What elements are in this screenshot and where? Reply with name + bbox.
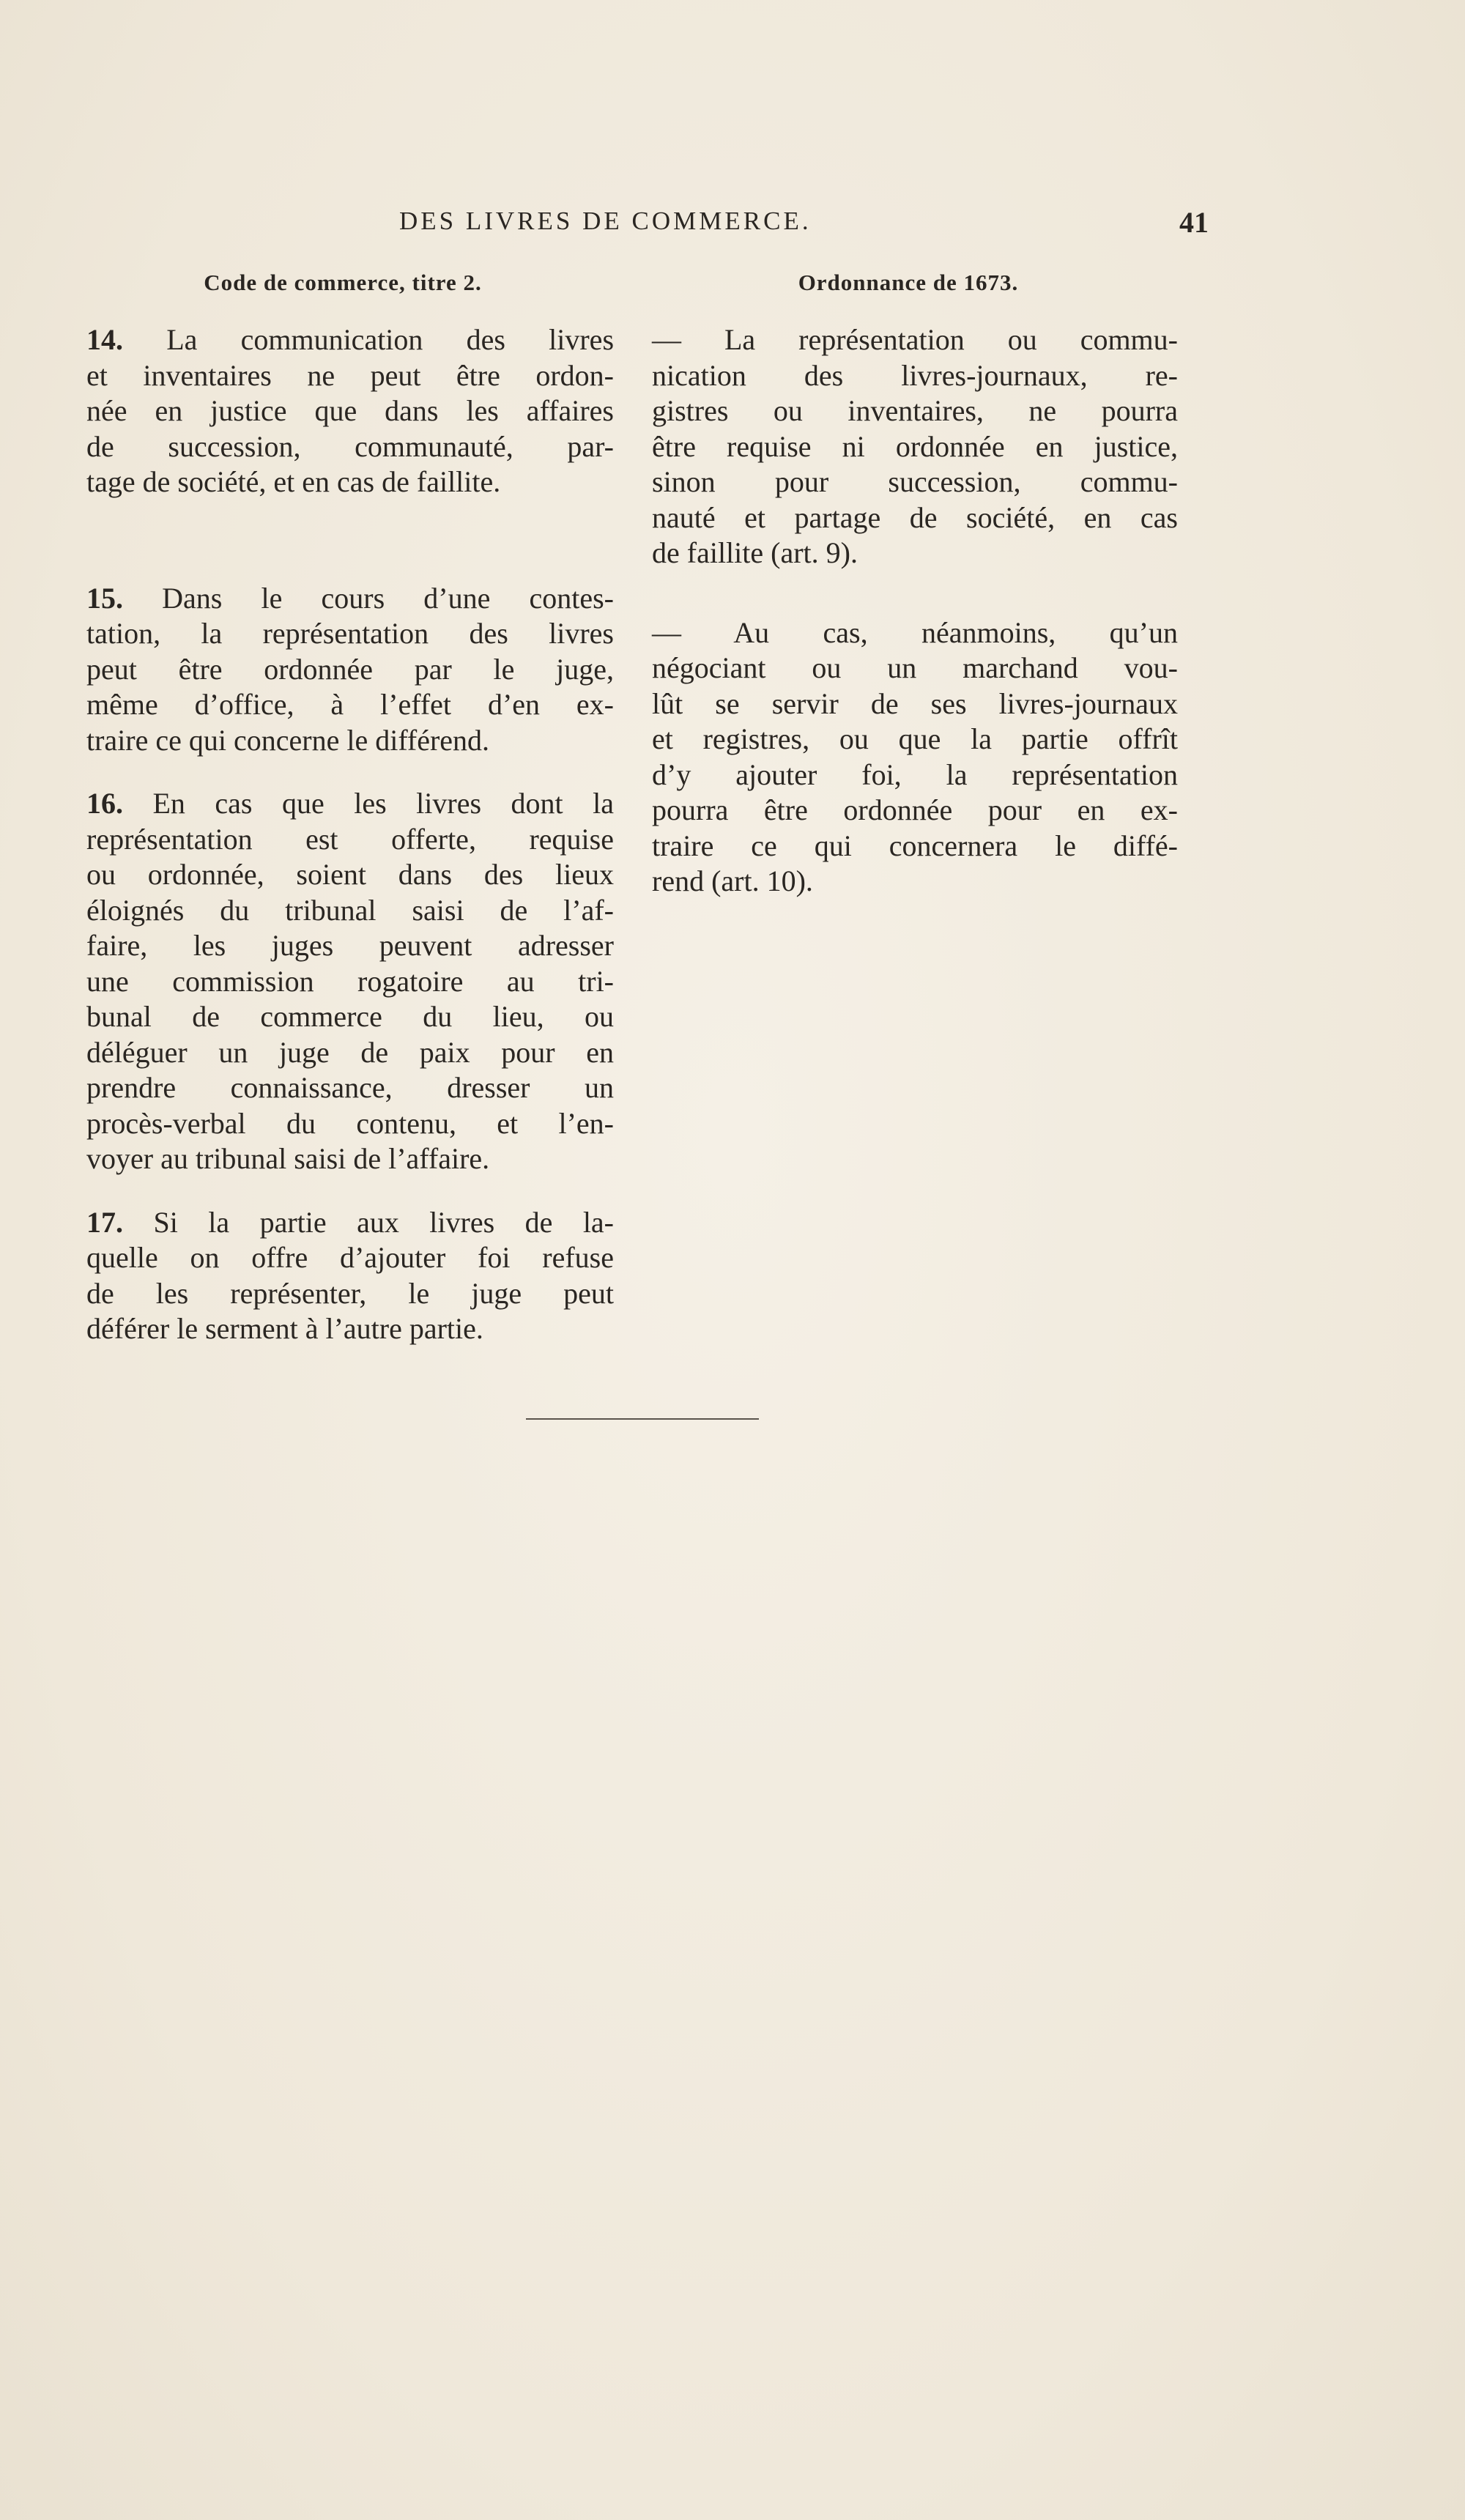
article-line: déléguer un juge de paix pour en <box>86 1035 614 1069</box>
article-line: sinon pour succession, commu- <box>652 465 1178 498</box>
article-line: En cas que les livres dont la <box>152 787 615 820</box>
running-title: DES LIVRES DE COMMERCE. <box>399 207 812 235</box>
article-line: Dans le cours d’une contes- <box>162 581 614 615</box>
article-line: de faillite (art. 9). <box>652 536 858 569</box>
article-line: d’y ajouter foi, la représentation <box>652 757 1178 791</box>
article-line: une commission rogatoire au tri- <box>86 964 614 998</box>
article-line: faire, les juges peuvent adresser <box>86 929 614 962</box>
article-number: 14. <box>86 323 123 356</box>
article-line: prendre connaissance, dresser un <box>86 1071 614 1104</box>
left-column <box>86 322 614 1347</box>
article-line: Si la partie aux livres de la- <box>153 1205 615 1239</box>
article-line: de les représenter, le juge peut <box>86 1276 614 1310</box>
article-line: nication des livres-journaux, re- <box>652 358 1178 392</box>
article-line: tation, la représentation des livres <box>86 617 614 650</box>
article-line: être requise ni ordonnée en justice, <box>652 429 1178 463</box>
right-column-heading: Ordonnance de 1673. <box>798 270 1019 295</box>
article-line: de succession, communauté, par- <box>86 429 614 463</box>
article-17 <box>86 1205 614 1347</box>
article-number: 15. <box>86 581 123 615</box>
article-14 <box>86 322 614 500</box>
article-line: traire ce qui concerne le différend. <box>86 723 490 757</box>
article-number: 16. <box>86 787 123 820</box>
article-line: peut être ordonnée par le juge, <box>86 652 614 686</box>
article-line: et registres, ou que la partie offrît <box>652 722 1178 755</box>
right-column <box>652 322 1178 900</box>
article-line: gistres ou inventaires, ne pourra <box>652 394 1178 427</box>
article-line: ou ordonnée, soient dans des lieux <box>86 858 614 891</box>
article-line: traire ce qui concernera le diffé- <box>652 829 1178 862</box>
article-line: — Au cas, néanmoins, qu’un <box>652 615 1178 649</box>
article-line: procès-verbal du contenu, et l’en- <box>86 1106 614 1140</box>
article-line: éloignés du tribunal saisi de l’af- <box>86 893 614 927</box>
article-line: et inventaires ne peut être ordon- <box>86 358 614 392</box>
article-16 <box>86 786 614 1177</box>
article-line: rend (art. 10). <box>652 864 813 897</box>
article-line: voyer au tribunal saisi de l’affaire. <box>86 1142 490 1175</box>
article-line: négociant ou un marchand vou- <box>652 651 1178 684</box>
end-rule <box>526 1418 759 1420</box>
left-column-heading: Code de commerce, titre 2. <box>204 270 482 295</box>
article-15 <box>86 581 614 759</box>
article-line: pourra être ordonnée pour en ex- <box>652 793 1178 826</box>
ordonnance-art-10 <box>652 615 1178 900</box>
ordonnance-art-9 <box>652 322 1178 571</box>
article-line: représentation est offerte, requise <box>86 822 614 856</box>
article-line: déférer le serment à l’autre partie. <box>86 1312 483 1345</box>
article-line: nauté et partage de société, en cas <box>652 500 1178 534</box>
page-number: 41 <box>1179 206 1209 239</box>
article-number: 17. <box>86 1205 123 1239</box>
article-line: bunal de commerce du lieu, ou <box>86 1000 614 1033</box>
article-line: lût se servir de ses livres-journaux <box>652 686 1178 720</box>
article-line: — La représentation ou commu- <box>652 323 1178 356</box>
article-line: même d’office, à l’effet d’en ex- <box>86 688 614 721</box>
article-line: tage de société, et en cas de faillite. <box>86 465 501 498</box>
article-line: quelle on offre d’ajouter foi refuse <box>86 1241 614 1274</box>
article-line: née en justice que dans les affaires <box>86 394 614 427</box>
article-line: La communication des livres <box>166 323 615 356</box>
running-head <box>0 207 1465 243</box>
